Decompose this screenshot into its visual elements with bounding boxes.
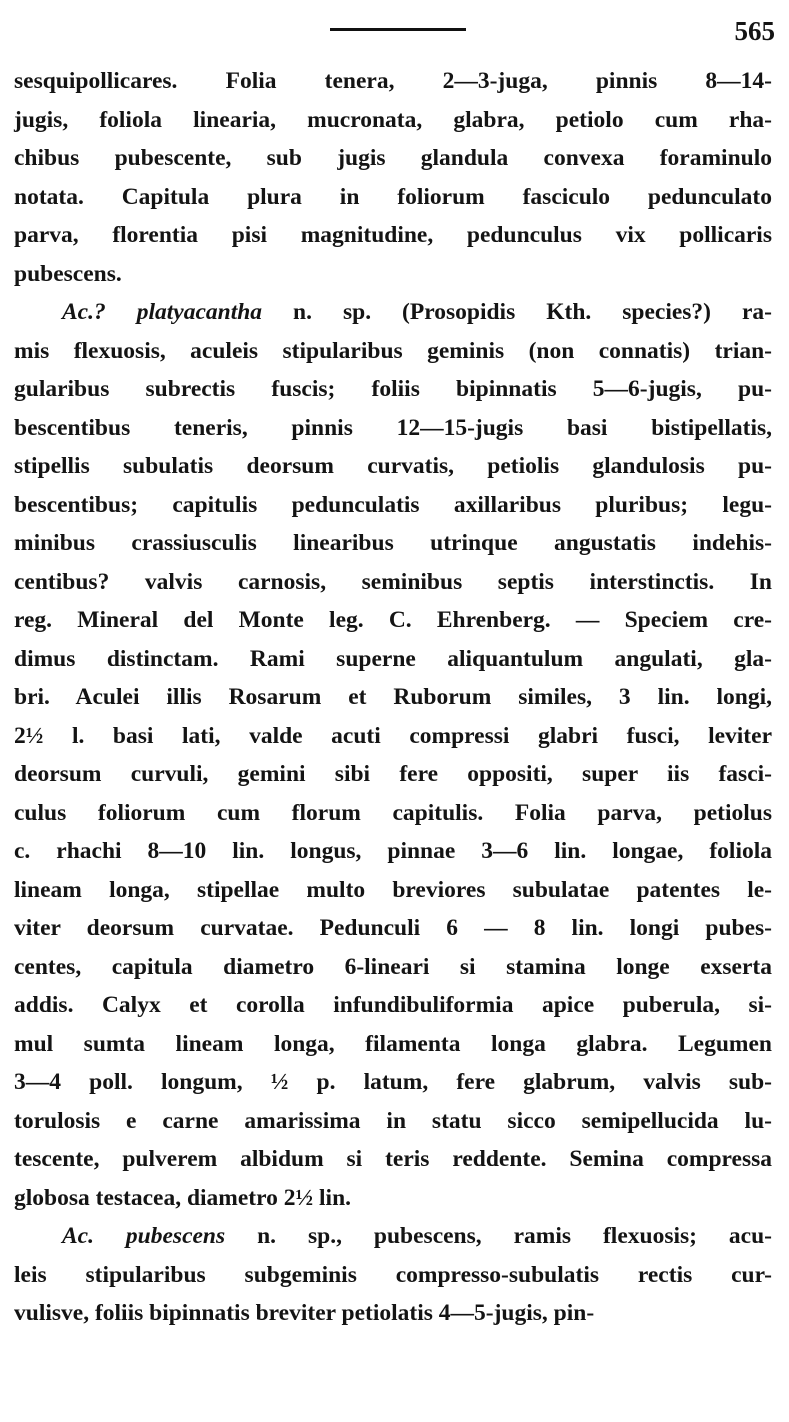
paragraph: [14, 1217, 772, 1333]
text-line: [14, 370, 772, 409]
text-line: [14, 640, 772, 679]
species-name: Ac. pubescens: [62, 1223, 226, 1249]
paragraph: [14, 293, 772, 1217]
line-text: bescentibus; capitulis pedunculatis axillaribus pluribus; legu-: [14, 491, 772, 518]
species-name: Ac.? platyacantha: [62, 299, 263, 325]
line-text: 3—4 poll. longum, ½ p. latum, fere glabrum, valvis sub-: [14, 1069, 772, 1095]
text-line: [14, 524, 772, 563]
text-line: [14, 332, 772, 371]
text-line: [14, 1179, 772, 1218]
line-text: lineam longa, stipellae multo breviores subulatae patentes le-: [14, 876, 772, 903]
text-line: [14, 216, 772, 255]
line-text: centibus? valvis carnosis, seminibus septis interstinctis. In: [14, 568, 772, 595]
line-text: viter deorsum curvatae. Pedunculi 6 — 8 lin. longi pubes-: [14, 915, 772, 941]
line-text: dimus distinctam. Rami superne aliquantulum angulati, gla-: [14, 645, 772, 672]
line-text: deorsum curvuli, gemini sibi fere oppositi, super iis fasci-: [14, 761, 772, 787]
line-text: culus foliorum cum florum capitulis. Folia parva, petiolus: [14, 799, 772, 826]
text-line: [14, 601, 772, 640]
line-text: mul sumta lineam longa, filamenta longa glabra. Legumen: [14, 1030, 772, 1057]
text-line: [14, 255, 772, 294]
text-line: [14, 563, 772, 602]
line-text: pubescens.: [14, 260, 122, 287]
header-rule: [330, 28, 466, 31]
text-line: [14, 1256, 772, 1295]
line-text: addis. Calyx et corolla infundibuliformia apice puberula, si-: [14, 992, 772, 1018]
text-line: [14, 909, 772, 948]
page-number: 565: [734, 16, 775, 46]
text-line: [14, 139, 772, 178]
text-line: [14, 1140, 772, 1179]
line-text: 2½ l. basi lati, valde acuti compressi glabri fusci, leviter: [14, 722, 772, 749]
paragraph: [14, 62, 772, 293]
line-text: leis stipularibus subgeminis compresso-subulatis rectis cur-: [14, 1261, 772, 1288]
line-text: bescentibus teneris, pinnis 12—15-jugis basi bistipellatis,: [14, 414, 772, 441]
line-text: notata. Capitula plura in foliorum fasciculo pedunculato: [14, 183, 772, 210]
line-text: tescente, pulverem albidum si teris reddente. Semina compressa: [14, 1146, 772, 1172]
line-text: n. sp. (Prosopidis Kth. species?) ra-: [262, 299, 772, 325]
text-line: [14, 486, 772, 525]
line-text: c. rhachi 8—10 lin. longus, pinnae 3—6 lin. longae, foliola: [14, 838, 772, 864]
text-line: [14, 1217, 772, 1256]
text-line: [14, 678, 772, 717]
line-text: parva, florentia pisi magnitudine, pedunculus vix pollicaris: [14, 222, 772, 248]
line-text: mis flexuosis, aculeis stipularibus geminis (non connatis) trian-: [14, 337, 772, 364]
line-text: vulisve, foliis bipinnatis breviter petiolatis 4—5-jugis, pin-: [14, 1300, 595, 1326]
line-text: n. sp., pubescens, ramis flexuosis; acu-: [225, 1223, 772, 1249]
line-text: globosa testacea, diametro 2½ lin.: [14, 1184, 352, 1211]
line-text: chibus pubescente, sub jugis glandula convexa foraminulo: [14, 145, 772, 171]
text-line: [14, 178, 772, 217]
text-line: [14, 447, 772, 486]
text-line: [14, 986, 772, 1025]
line-text: sesquipollicares. Folia tenera, 2—3-juga, pinnis 8—14-: [14, 68, 772, 94]
line-text: minibus crassiusculis linearibus utrinque angustatis indehis-: [14, 530, 772, 556]
text-line: [14, 101, 772, 140]
text-line: [14, 293, 772, 332]
text-line: [14, 832, 772, 871]
text-line: [14, 871, 772, 910]
text-line: [14, 1063, 772, 1102]
text-line: [14, 755, 772, 794]
text-line: [14, 794, 772, 833]
text-line: [14, 717, 772, 756]
line-text: centes, capitula diametro 6-lineari si stamina longe exserta: [14, 953, 772, 980]
body-text: [14, 62, 772, 1333]
text-line: [14, 1025, 772, 1064]
line-text: stipellis subulatis deorsum curvatis, petiolis glandulosis pu-: [14, 453, 772, 479]
line-text: reg. Mineral del Monte leg. C. Ehrenberg. — Speciem cre-: [14, 607, 772, 633]
line-text: gularibus subrectis fuscis; foliis bipinnatis 5—6-jugis, pu-: [14, 376, 772, 402]
text-line: [14, 1102, 772, 1141]
line-text: bri. Aculei illis Rosarum et Ruborum similes, 3 lin. longi,: [14, 684, 772, 710]
text-line: [14, 409, 772, 448]
text-line: [14, 62, 772, 101]
line-text: jugis, foliola linearia, mucronata, glabra, petiolo cum rha-: [14, 106, 772, 133]
text-line: [14, 1294, 772, 1333]
text-line: [14, 948, 772, 987]
line-text: torulosis e carne amarissima in statu sicco semipellucida lu-: [14, 1107, 772, 1134]
